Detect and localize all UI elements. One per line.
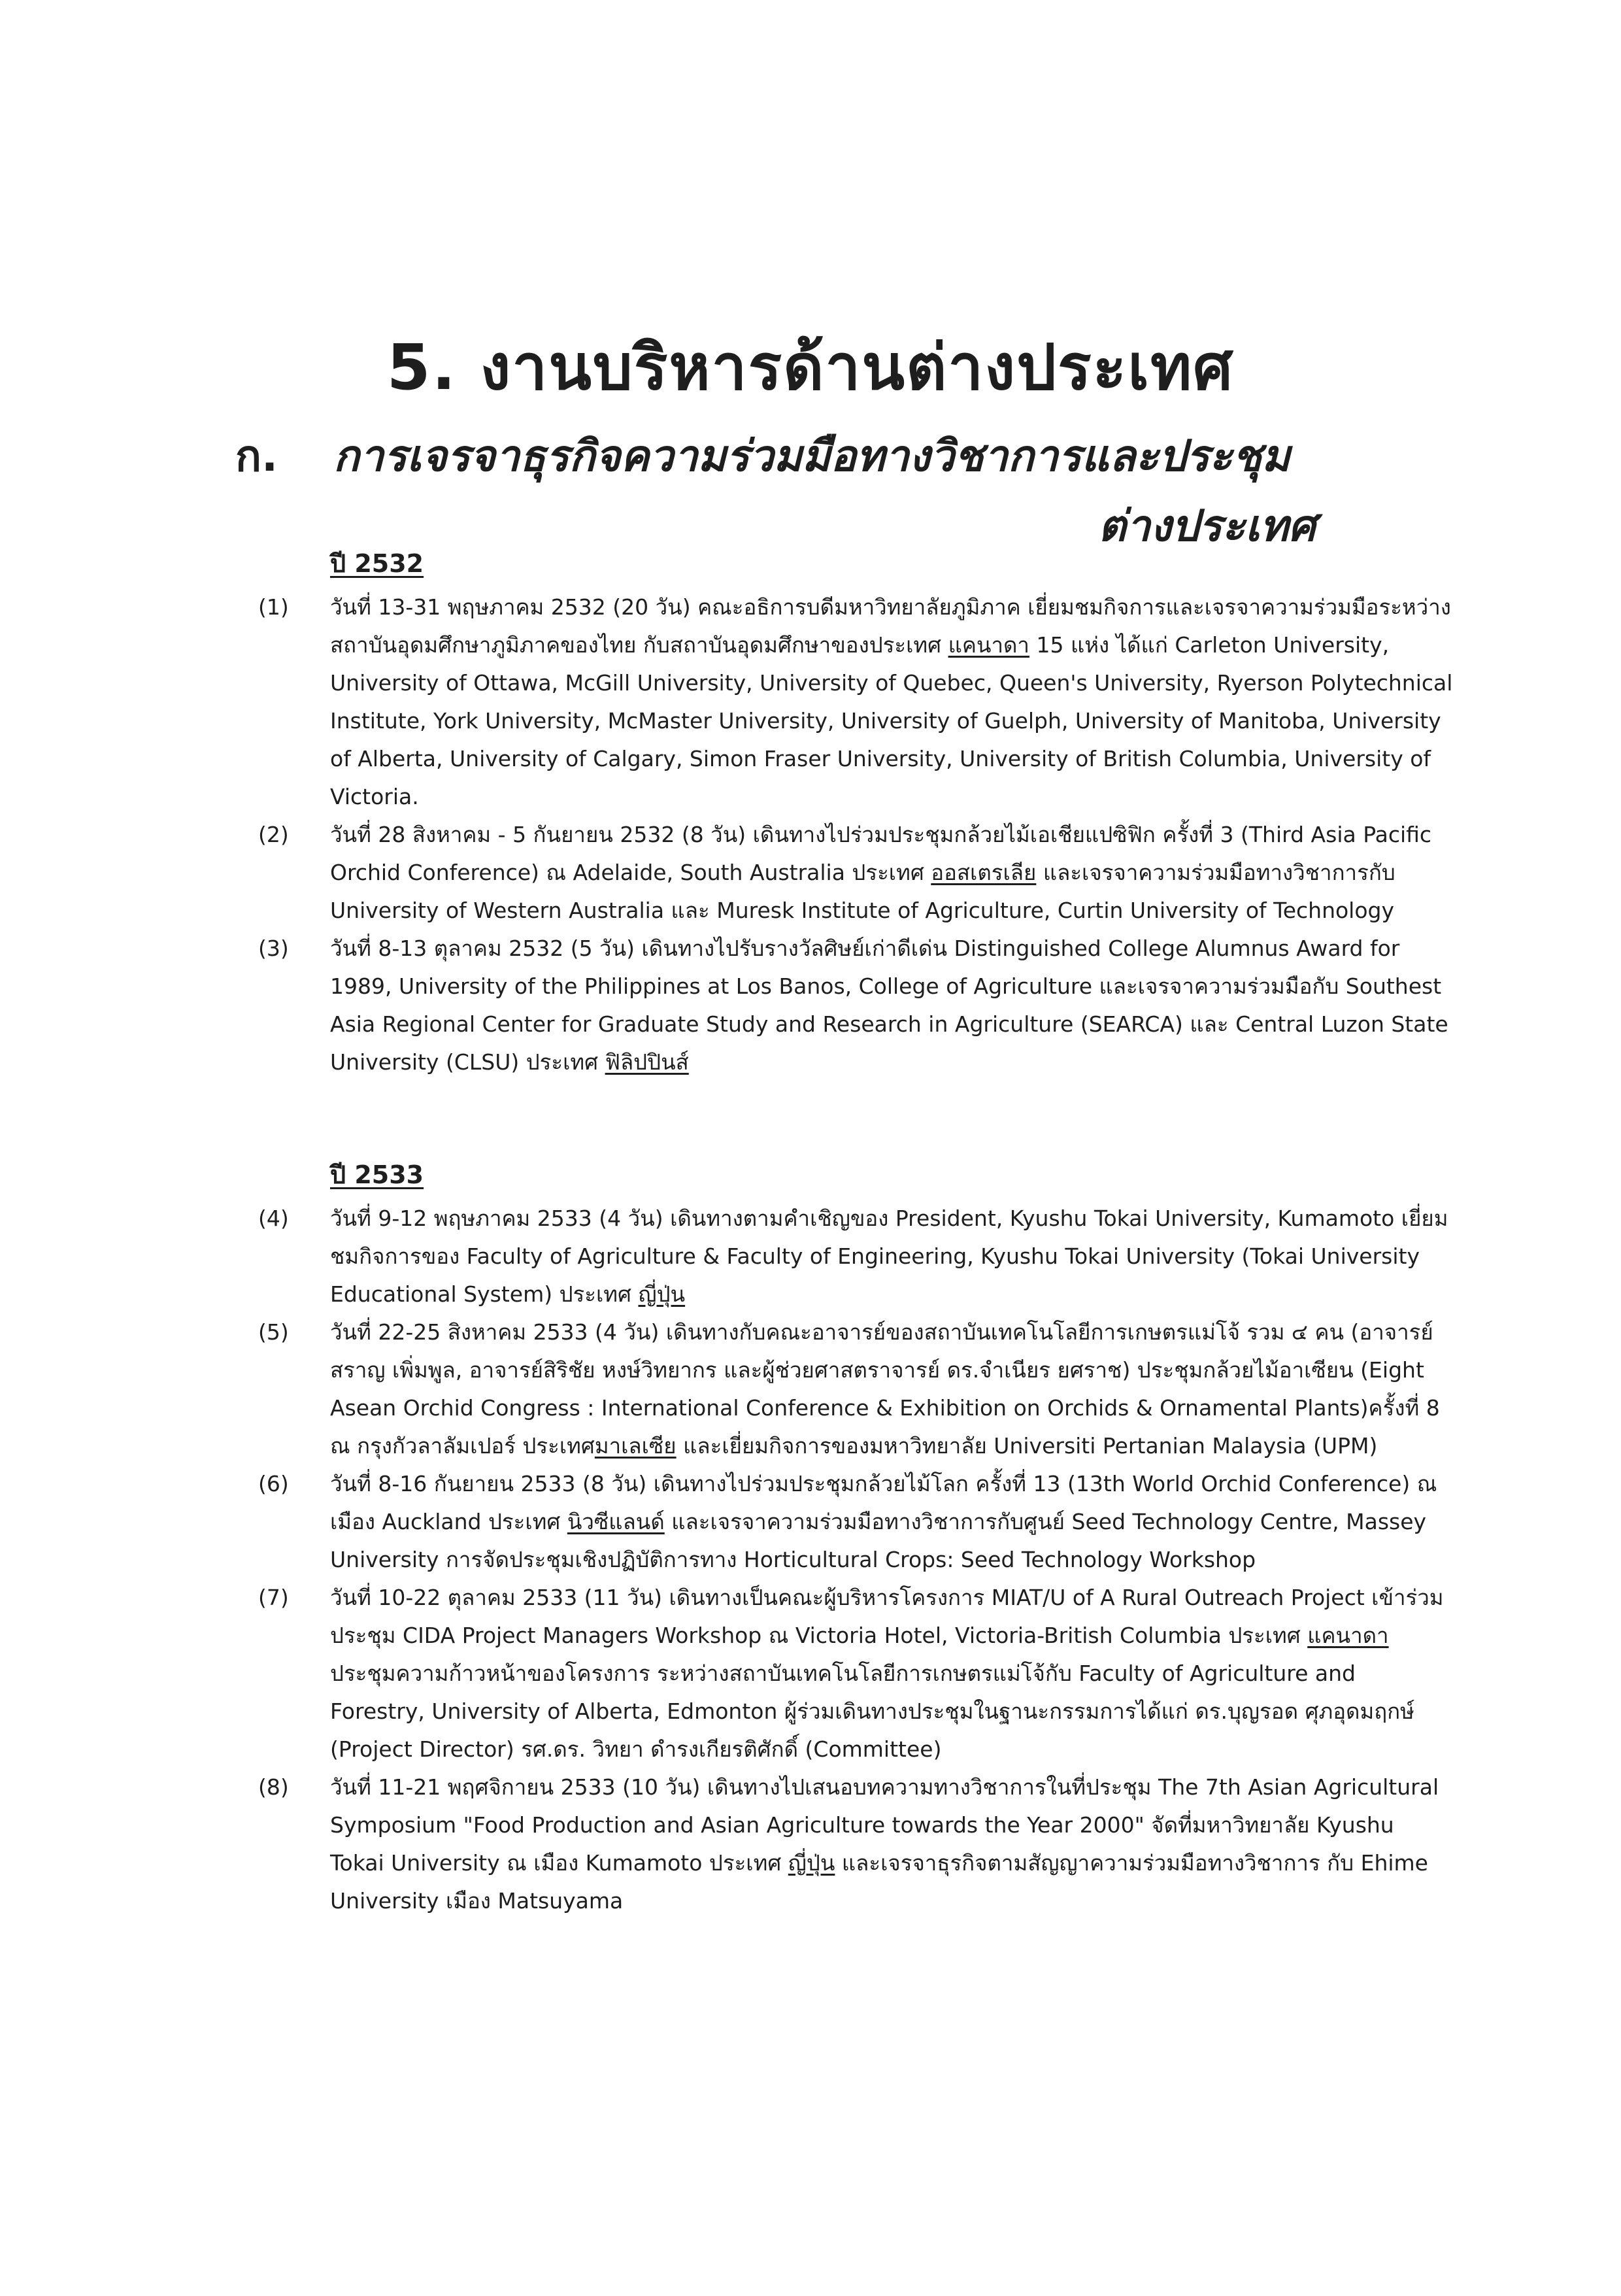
entry-text [330,816,1454,930]
entry-list-2533 [258,1200,1454,1920]
entry-text [330,1200,1454,1313]
entry-number: (6) [258,1471,289,1496]
list-item [258,816,1454,930]
entry-text-pre: วันที่ 10-22 ตุลาคม 2533 (11 วัน) เดินทางเป็นคณะผู้บริหารโครงการ MIAT/U of A Rural Outreach Project เข้าร่วมประชุม CIDA Project Managers Workshop ณ Victoria Hotel, Victoria-British Columbia ประเทศ [330,1585,1444,1648]
entry-text-post: และเจรจาความร่วมมือทางวิชาการกับศูนย์ Seed Technology Centre, Massey University การจัดประชุมเชิงปฏิบัติการทาง Horticultural Crops: Seed Technology Workshop [330,1509,1427,1572]
list-item [258,1768,1454,1920]
entry-text-pre: วันที่ 28 สิงหาคม - 5 กันยายน 2532 (8 วัน) เดินทางไปร่วมประชุมกล้วยไม้เอเชียแปซิฟิก ครั้งที่ 3 (Third Asia Pacific Orchid Conference) ณ Adelaide, South Australia ประเทศ [330,822,1432,885]
entry-number: (8) [258,1774,289,1800]
entry-number: (5) [258,1319,289,1345]
entry-number: (2) [258,822,289,847]
entry-country: แคนาดา [948,632,1029,658]
entry-list-2532 [258,588,1454,1081]
entry-text-pre: วันที่ 22-25 สิงหาคม 2533 (4 วัน) เดินทางกับคณะอาจารย์ของสถาบันเทคโนโลยีการเกษตรแม่โจ้ รวม ๔ คน (อาจารย์สราญ เพิ่มพูล, อาจารย์สิริชัย หงษ์วิทยากร และผู้ช่วยศาสตราจารย์ ดร.จำเนียร ยศราช) ประชุมกล้วยไม้อาเซียน (Eight Asean Orchid Congress : International Conference & Exhibition on Orchids & Ornamental Plants)ครั้งที่ 8 ณ กรุงกัวลาลัมเปอร์ ประเทศ [330,1319,1440,1459]
list-item [258,930,1454,1081]
entry-country: ญี่ปุ่น [788,1850,835,1876]
page-title: 5. งานบริหารด้านต่างประเทศ [386,331,1235,404]
entry-text-pre: วันที่ 8-13 ตุลาคม 2532 (5 วัน) เดินทางไปรับรางวัลศิษย์เก่าดีเด่น Distinguished College Alumnus Award for 1989, University of the Philippines at Los Banos, College of Agriculture และเจรจาความร่วมมือกับ Southest Asia Regional Center for Graduate Study and Research in Agriculture (SEARCA) และ Central Luzon State University (CLSU) ประเทศ [330,936,1448,1075]
entry-country: มาเลเซีย [594,1433,677,1459]
entry-text [330,1579,1454,1768]
entry-text [330,588,1454,816]
year-heading-2533: ปี 2533 [330,1160,424,1189]
subtitle-label: ก. [235,431,278,481]
entry-text-post: และเจรจาความร่วมมือทางวิชาการกับ University of Western Australia และ Muresk Institute of Agriculture, Curtin University of Technology [330,860,1395,923]
subtitle-line-2: ต่างประเทศ [1098,501,1316,551]
list-item [258,1200,1454,1313]
entry-country: นิวซีแลนด์ [567,1509,665,1534]
entry-text-pre: วันที่ 13-31 พฤษภาคม 2532 (20 วัน) คณะอธิการบดีมหาวิทยาลัยภูมิภาค เยี่ยมชมกิจการและเจรจาความร่วมมือระหว่างสถาบันอุดมศึกษาภูมิภาคของไทย กับสถาบันอุดมศึกษาของประเทศ [330,594,1451,658]
entry-country: ออสเตรเลีย [931,860,1037,885]
subtitle-line-1: การเจรจาธุรกิจความร่วมมือทางวิชาการและประชุม [333,431,1290,481]
entry-text [330,930,1454,1081]
list-item [258,1579,1454,1768]
entry-number: (4) [258,1206,289,1231]
entry-text-post: และเจรจาธุรกิจตามสัญญาความร่วมมือทางวิชาการ กับ Ehime University เมือง Matsuyama [330,1850,1428,1914]
entry-text-pre: วันที่ 11-21 พฤศจิกายน 2533 (10 วัน) เดินทางไปเสนอบทความทางวิชาการในที่ประชุม The 7th Asian Agricultural Symposium "Food Production and Asian Agriculture towards the Year 2000" จัดที่มหาวิทยาลัย Kyushu Tokai University ณ เมือง Kumamoto ประเทศ [330,1774,1439,1876]
entry-number: (3) [258,936,289,961]
entry-number: (7) [258,1585,289,1610]
entry-country: ญี่ปุ่น [638,1281,686,1307]
entry-number: (1) [258,594,289,620]
list-item [258,1465,1454,1579]
entry-text-post: ประชุมความก้าวหน้าของโครงการ ระหว่างสถาบันเทคโนโลยีการเกษตรแม่โจ้กับ Faculty of Agriculture and Forestry, University of Alberta, Edmonton ผู้ร่วมเดินทางประชุมในฐานะกรรมการได้แก่ ดร.บุญรอด ศุภอุดมฤกษ์ (Project Director) รศ.ดร. วิทยา ดำรงเกียรติศักดิ์ (Committee) [330,1661,1414,1762]
entry-text-post: และเยี่ยมกิจการของมหาวิทยาลัย Universiti Pertanian Malaysia (UPM) [676,1433,1378,1459]
entry-text-pre: วันที่ 9-12 พฤษภาคม 2533 (4 วัน) เดินทางตามคำเชิญของ President, Kyushu Tokai University, Kumamoto เยี่ยมชมกิจการของ Faculty of Agriculture & Faculty of Engineering, Kyushu Tokai University (Tokai University Educational System) ประเทศ [330,1206,1448,1307]
list-item [258,588,1454,816]
entry-country: ฟิลิปปินส์ [605,1049,689,1075]
entry-country: แคนาดา [1307,1623,1389,1648]
entry-text-pre: วันที่ 8-16 กันยายน 2533 (8 วัน) เดินทางไปร่วมประชุมกล้วยไม้โลก ครั้งที่ 13 (13th World Orchid Conference) ณ เมือง Auckland ประเทศ [330,1471,1437,1534]
entry-text [330,1768,1454,1920]
entry-text [330,1465,1454,1579]
year-heading-2532: ปี 2532 [330,549,424,578]
list-item [258,1313,1454,1465]
entry-text [330,1313,1454,1465]
entry-text-post: 15 แห่ง ได้แก่ Carleton University, University of Ottawa, McGill University, University of Quebec, Queen's University, Ryerson Polytechnical Institute, York University, McMaster University, University of Guelph, University of Manitoba, University of Alberta, University of Calgary, Simon Fraser University, University of British Columbia, University of Victoria. [330,632,1453,809]
